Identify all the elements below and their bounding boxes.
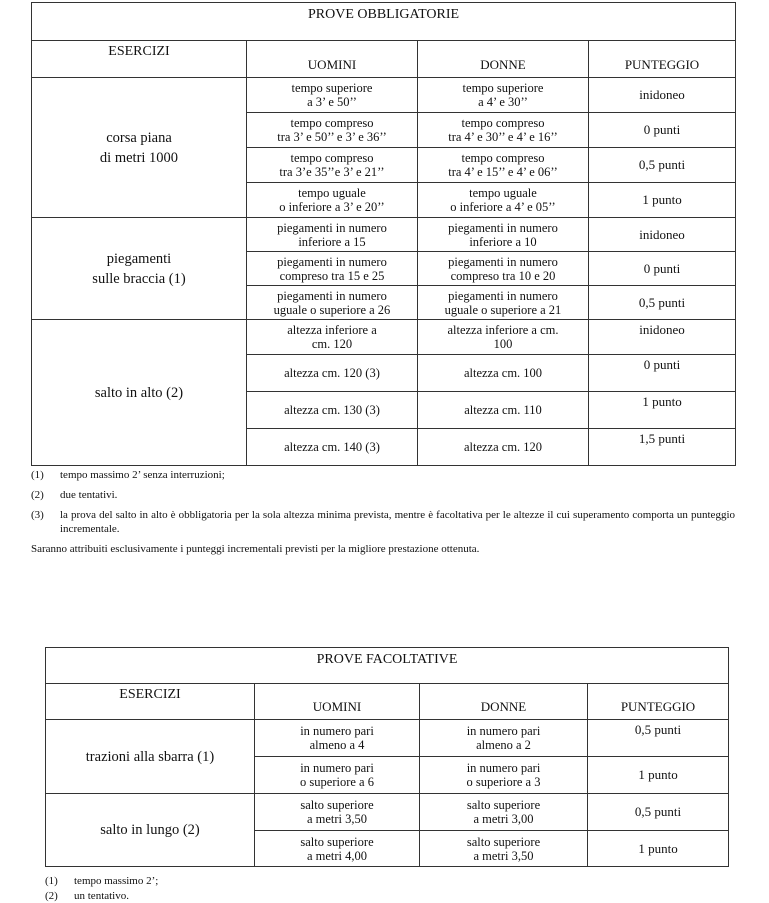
women-cell: in numero pari o superiore a 3: [420, 757, 588, 794]
men-cell: in numero pari o superiore a 6: [255, 757, 420, 794]
score-cell: 0 punti: [589, 113, 736, 148]
footnote: (1) tempo massimo 2’;: [45, 875, 159, 887]
women-cell: altezza cm. 110: [418, 392, 589, 429]
women-cell: altezza cm. 100: [418, 355, 589, 392]
men-cell: salto superiore a metri 3,50: [255, 794, 420, 831]
men-cell: piegamenti in numero inferiore a 15: [247, 218, 418, 252]
exercise-cell: [32, 78, 247, 218]
table-row: [46, 720, 729, 757]
score-cell: 1 punto: [589, 392, 736, 429]
men-cell: salto superiore a metri 4,00: [255, 831, 420, 867]
men-cell: piegamenti in numero uguale o superiore a 26: [247, 286, 418, 320]
footnote: (3) la prova del salto in alto è obbligatoria per la sola altezza minima prevista, mentre è facoltativa per le altezze il cui superamento comporta un punteggio incrementale.: [31, 509, 735, 535]
exercise-label: sulle braccia (1): [92, 270, 186, 287]
score-cell: 0,5 punti: [589, 286, 736, 320]
score-cell: inidoneo: [589, 320, 736, 355]
footnote: (2) due tentativi.: [31, 489, 118, 501]
closing-note: Saranno attribuiti esclusivamente i punteggi incrementali previsti per la migliore prestazione ottenuta.: [31, 543, 480, 555]
optional-tests-table: [45, 647, 729, 867]
score-cell: inidoneo: [589, 78, 736, 113]
score-cell: 1 punto: [589, 183, 736, 218]
table-row: [32, 78, 736, 113]
header-score: PUNTEGGIO: [589, 41, 736, 78]
men-cell: altezza cm. 140 (3): [247, 429, 418, 466]
women-cell: in numero pari almeno a 2: [420, 720, 588, 757]
score-cell: 1,5 punti: [589, 429, 736, 466]
men-cell: in numero pari almeno a 4: [255, 720, 420, 757]
score-cell: 0 punti: [589, 252, 736, 286]
footnote: (2) un tentativo.: [45, 890, 129, 902]
exercise-label: di metri 1000: [99, 149, 179, 166]
women-cell: piegamenti in numero compreso tra 10 e 20: [418, 252, 589, 286]
exercise-cell: [32, 320, 247, 466]
score-cell: 0 punti: [589, 355, 736, 392]
mandatory-notes: [31, 468, 735, 536]
women-cell: piegamenti in numero uguale o superiore a 21: [418, 286, 589, 320]
men-cell: altezza cm. 120 (3): [247, 355, 418, 392]
header-exercises: ESERCIZI: [32, 41, 247, 78]
optional-notes: [45, 874, 728, 903]
exercise-cell: [46, 794, 255, 867]
women-cell: tempo compreso tra 4’ e 30’’ e 4’ e 16’’: [418, 113, 589, 148]
exercise-label: corsa piana: [106, 129, 172, 146]
footnote: (1) tempo massimo 2’ senza interruzioni;: [31, 469, 225, 481]
exercise-cell: [46, 720, 255, 794]
header-women: DONNE: [420, 684, 588, 720]
table-row: [32, 320, 736, 355]
header-exercises: ESERCIZI: [46, 684, 255, 720]
score-cell: 1 punto: [588, 757, 729, 794]
women-cell: salto superiore a metri 3,00: [420, 794, 588, 831]
women-cell: salto superiore a metri 3,50: [420, 831, 588, 867]
exercise-label: piegamenti: [106, 250, 172, 267]
men-cell: altezza cm. 130 (3): [247, 392, 418, 429]
mandatory-title: PROVE OBBLIGATORIE: [32, 3, 736, 41]
score-cell: 1 punto: [588, 831, 729, 867]
header-score: PUNTEGGIO: [588, 684, 729, 720]
exercise-label: salto in alto (2): [94, 384, 184, 401]
score-cell: 0,5 punti: [588, 794, 729, 831]
score-cell: 0,5 punti: [588, 720, 729, 757]
header-men: UOMINI: [247, 41, 418, 78]
score-cell: inidoneo: [589, 218, 736, 252]
women-cell: tempo uguale o inferiore a 4’ e 05’’: [418, 183, 589, 218]
men-cell: tempo compreso tra 3’e 35’’e 3’ e 21’’: [247, 148, 418, 183]
men-cell: tempo uguale o inferiore a 3’ e 20’’: [247, 183, 418, 218]
men-cell: tempo compreso tra 3’ e 50’’ e 3’ e 36’’: [247, 113, 418, 148]
women-cell: tempo superiore a 4’ e 30’’: [418, 78, 589, 113]
men-cell: piegamenti in numero compreso tra 15 e 25: [247, 252, 418, 286]
women-cell: piegamenti in numero inferiore a 10: [418, 218, 589, 252]
header-men: UOMINI: [255, 684, 420, 720]
mandatory-tests-table: [31, 2, 736, 466]
optional-title: PROVE FACOLTATIVE: [46, 648, 729, 684]
women-cell: altezza cm. 120: [418, 429, 589, 466]
header-women: DONNE: [418, 41, 589, 78]
exercise-label: salto in lungo (2): [100, 822, 200, 838]
table-row: [46, 794, 729, 831]
women-cell: tempo compreso tra 4’ e 15’’ e 4’ e 06’’: [418, 148, 589, 183]
exercise-cell: [32, 218, 247, 320]
table-row: [32, 218, 736, 252]
men-cell: altezza inferiore a cm. 120: [247, 320, 418, 355]
exercise-label: trazioni alla sbarra (1): [85, 748, 215, 765]
women-cell: altezza inferiore a cm. 100: [418, 320, 589, 355]
men-cell: tempo superiore a 3’ e 50’’: [247, 78, 418, 113]
score-cell: 0,5 punti: [589, 148, 736, 183]
